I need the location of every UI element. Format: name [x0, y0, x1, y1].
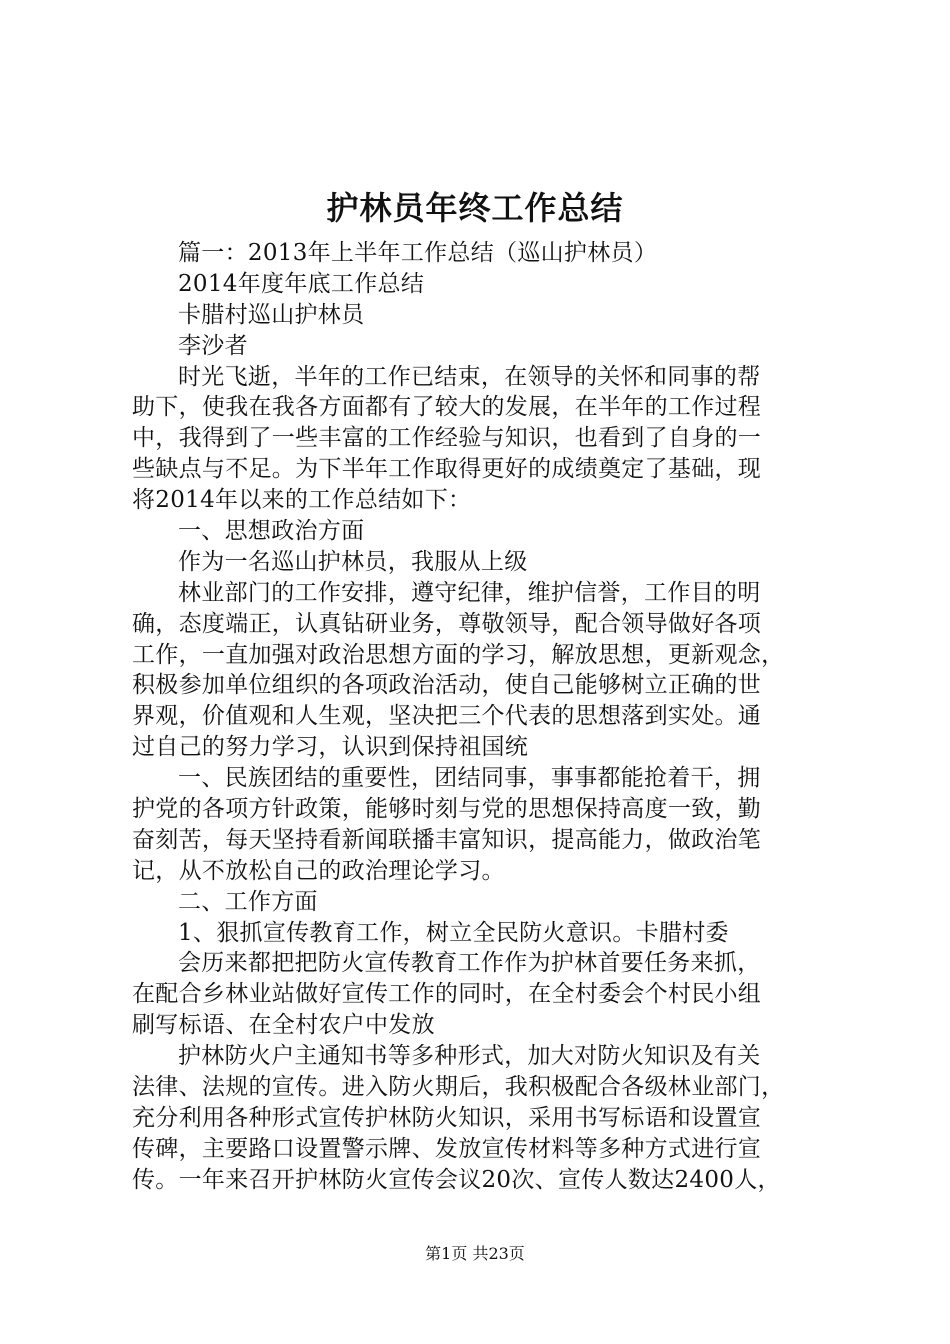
text-line: 助下，使我在我各方面都有了较大的发展，在半年的工作过程 [132, 394, 762, 421]
text-line: 会历来都把把防火宣传教育工作作为护林首要任务来抓， [178, 950, 761, 977]
text-line: 一、民族团结的重要性，团结同事，事事都能抢着干，拥 [178, 765, 761, 792]
text-line: 确，态度端正，认真钻研业务，尊敬领导，配合领导做好各项 [132, 610, 762, 637]
text-line: 充分利用各种形式宣传护林防火知识，采用书写标语和设置宣 [132, 1104, 762, 1131]
text-line: 作为一名巡山护林员，我服从上级 [178, 548, 528, 575]
text-line: 2014年度年底工作总结 [178, 270, 425, 297]
text-line: 传碑，主要路口设置警示牌、发放宣传材料等多种方式进行宣 [132, 1135, 762, 1162]
text-line: 界观，价值观和人生观，坚决把三个代表的思想落到实处。通 [132, 703, 762, 730]
document-body [132, 238, 822, 1196]
text-line: 二、工作方面 [178, 888, 318, 915]
text-line: 护林防火户主通知书等多种形式，加大对防火知识及有关 [178, 1043, 761, 1070]
document-title: 护林员年终工作总结 [326, 189, 624, 227]
text-line: 卡腊村巡山护林员 [178, 301, 365, 328]
text-line: 护党的各项方针政策，能够时刻与党的思想保持高度一致，勤 [132, 796, 762, 823]
text-line: 传。一年来召开护林防火宣传会议20次、宣传人数达2400人， [132, 1166, 781, 1193]
text-line: 法律、法规的宣传。进入防火期后，我积极配合各级林业部门， [132, 1074, 785, 1101]
text-line: 林业部门的工作安排，遵守纪律，维护信誉，工作目的明 [178, 579, 761, 606]
text-line: 积极参加单位组织的各项政治活动，使自己能够树立正确的世 [132, 672, 762, 699]
text-line: 将2014年以来的工作总结如下： [132, 487, 472, 514]
text-line: 1、狠抓宣传教育工作，树立全民防火意识。卡腊村委 [178, 919, 729, 946]
text-line: 奋刻苦，每天坚持看新闻联播丰富知识，提高能力，做政治笔 [132, 826, 762, 853]
text-line: 工作，一直加强对政治思想方面的学习，解放思想，更新观念， [132, 641, 785, 668]
text-line: 李沙者 [178, 332, 248, 359]
text-line: 刷写标语、在全村农户中发放 [132, 1012, 435, 1039]
text-line: 记，从不放松自己的政治理论学习。 [132, 857, 505, 884]
text-line: 在配合乡林业站做好宣传工作的同时，在全村委会个村民小组 [132, 981, 762, 1008]
text-line: 些缺点与不足。为下半年工作取得更好的成绩奠定了基础，现 [132, 456, 762, 483]
text-line: 过自己的努力学习，认识到保持祖国统 [132, 734, 529, 761]
page-footer: 第1页 共23页 [425, 1244, 525, 1263]
text-line: 篇一：2013年上半年工作总结（巡山护林员） [178, 240, 658, 266]
text-line: 一、思想政治方面 [178, 518, 365, 545]
text-line: 时光飞逝，半年的工作已结束，在领导的关怀和同事的帮 [178, 363, 761, 390]
text-line: 中，我得到了一些丰富的工作经验与知识，也看到了自身的一 [132, 425, 762, 452]
